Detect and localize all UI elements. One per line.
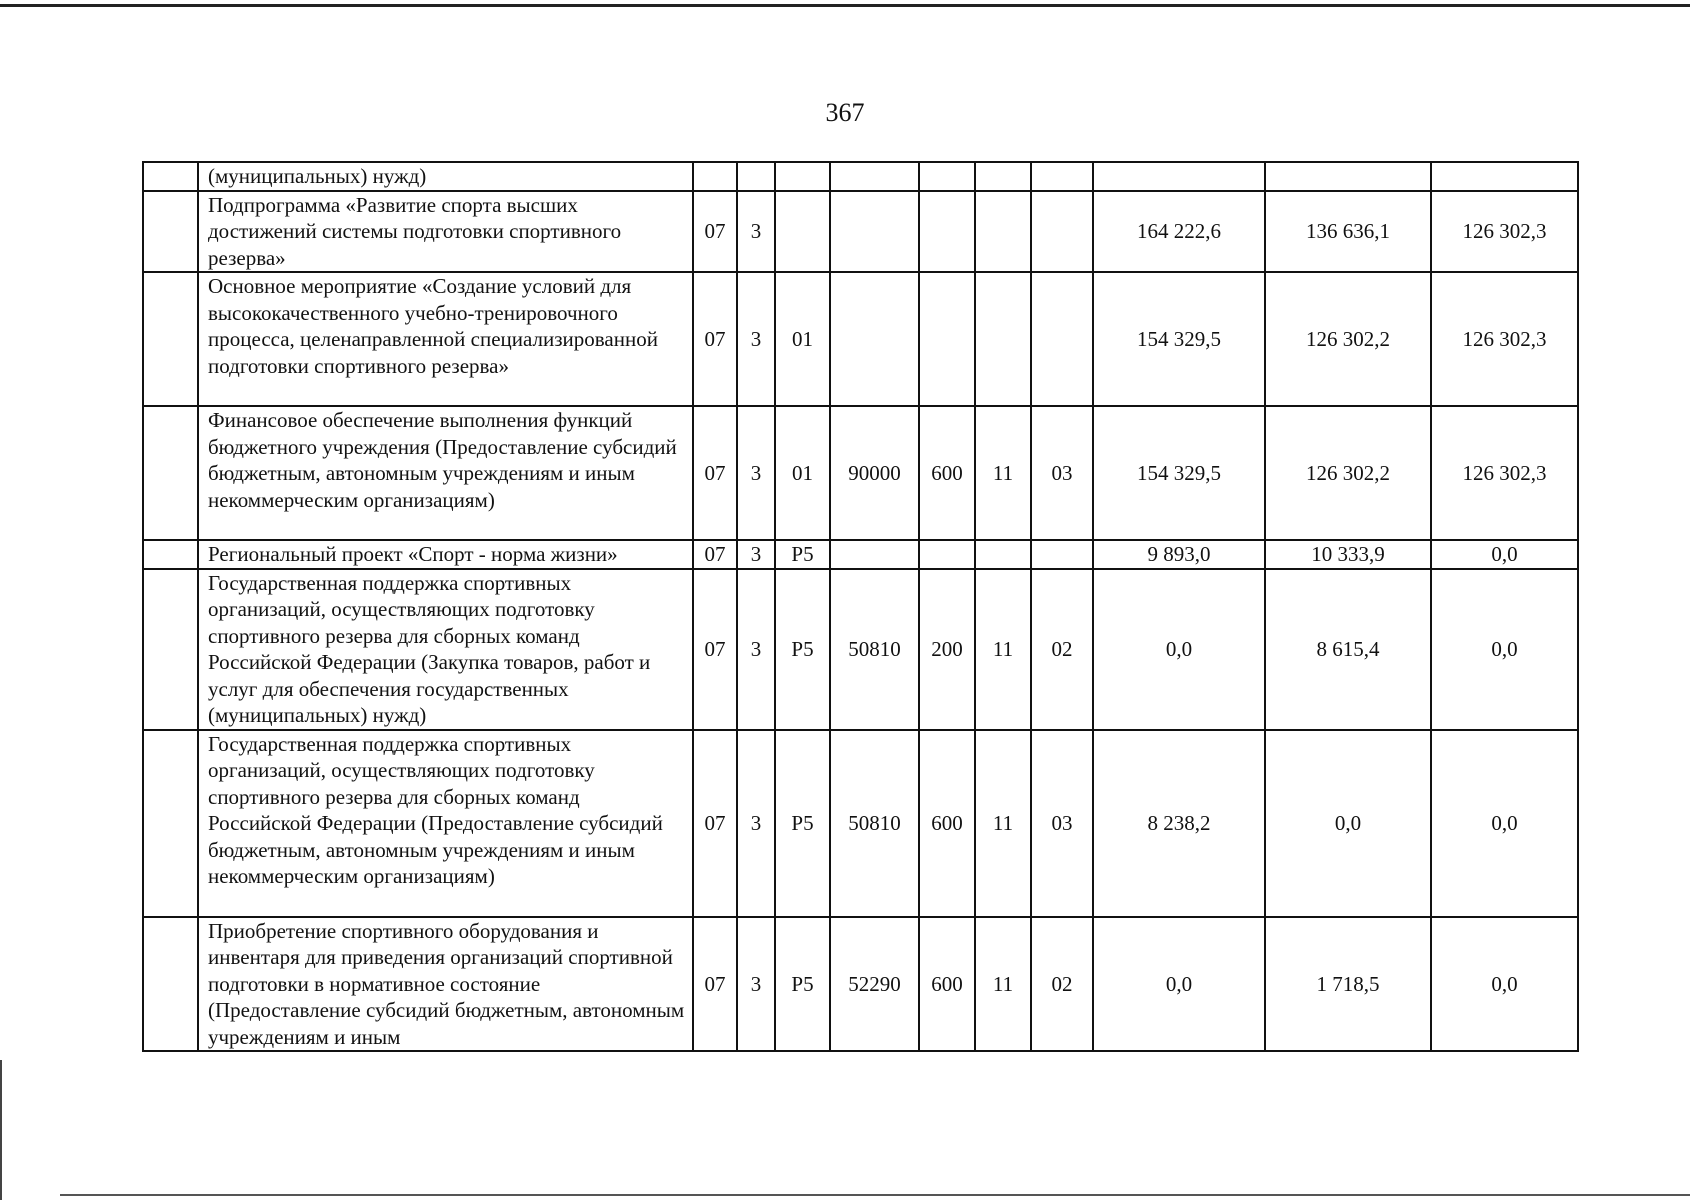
amount-year-3-cell: 0,0: [1431, 569, 1578, 730]
scan-bottom-border: [60, 1194, 1690, 1196]
amount-year-2-cell: 0,0: [1265, 730, 1431, 917]
subsection-code-cell: 3: [737, 540, 775, 569]
amount-year-1-cell: 154 329,5: [1093, 406, 1265, 540]
target-code-number-cell: [830, 191, 919, 273]
expense-type-cell: 600: [919, 730, 975, 917]
target-code-number-cell: 52290: [830, 917, 919, 1052]
subsection-cell: [1031, 162, 1093, 191]
description-cell: Приобретение спортивного оборудования и инвентаря для приведения организаций спортивной подготовки в нормативное состояние (Предоставление субсидий бюджетным, автономным учреждениям и иным: [198, 917, 693, 1052]
subsection-cell: 02: [1031, 917, 1093, 1052]
expense-type-cell: [919, 540, 975, 569]
target-code-part-cell: [775, 162, 830, 191]
row-number-cell: [143, 730, 198, 917]
amount-year-2-cell: 136 636,1: [1265, 191, 1431, 273]
amount-year-3-cell: 126 302,3: [1431, 191, 1578, 273]
row-number-cell: [143, 406, 198, 540]
subsection-code-cell: 3: [737, 917, 775, 1052]
expense-type-cell: 600: [919, 406, 975, 540]
scan-left-edge: [0, 1060, 2, 1200]
amount-year-1-cell: 0,0: [1093, 917, 1265, 1052]
section-cell: 11: [975, 406, 1031, 540]
amount-year-1-cell: 9 893,0: [1093, 540, 1265, 569]
target-code-number-cell: [830, 272, 919, 406]
description-cell: Основное мероприятие «Создание условий для высококачественного учебно-тренировочного процесса, целенаправленной специализированной подготовки спортивного резерва»: [198, 272, 693, 406]
amount-year-3-cell: 0,0: [1431, 917, 1578, 1052]
subsection-code-cell: 3: [737, 569, 775, 730]
subsection-cell: [1031, 540, 1093, 569]
amount-year-3-cell: [1431, 162, 1578, 191]
expense-type-cell: 200: [919, 569, 975, 730]
section-cell: 11: [975, 569, 1031, 730]
budget-table: [142, 161, 1579, 1052]
description-cell: (муниципальных) нужд): [198, 162, 693, 191]
target-code-number-cell: [830, 540, 919, 569]
row-number-cell: [143, 162, 198, 191]
amount-year-1-cell: 154 329,5: [1093, 272, 1265, 406]
section-cell: [975, 191, 1031, 273]
table-row: [143, 272, 1578, 406]
section-cell: 11: [975, 917, 1031, 1052]
target-code-part-cell: 01: [775, 272, 830, 406]
amount-year-3-cell: 126 302,3: [1431, 272, 1578, 406]
scan-top-border: [0, 4, 1690, 7]
amount-year-1-cell: 8 238,2: [1093, 730, 1265, 917]
row-number-cell: [143, 191, 198, 273]
expense-type-cell: [919, 191, 975, 273]
target-code-number-cell: 90000: [830, 406, 919, 540]
section-code-cell: 07: [693, 406, 737, 540]
row-number-cell: [143, 569, 198, 730]
page-number: 367: [825, 98, 865, 127]
expense-type-cell: 600: [919, 917, 975, 1052]
section-code-cell: [693, 162, 737, 191]
subsection-code-cell: 3: [737, 730, 775, 917]
amount-year-2-cell: 126 302,2: [1265, 272, 1431, 406]
amount-year-1-cell: [1093, 162, 1265, 191]
table-row: [143, 406, 1578, 540]
target-code-number-cell: 50810: [830, 569, 919, 730]
section-cell: [975, 272, 1031, 406]
target-code-number-cell: [830, 162, 919, 191]
amount-year-3-cell: 0,0: [1431, 730, 1578, 917]
target-code-part-cell: P5: [775, 569, 830, 730]
section-cell: [975, 162, 1031, 191]
section-code-cell: 07: [693, 917, 737, 1052]
section-code-cell: 07: [693, 730, 737, 917]
amount-year-2-cell: 8 615,4: [1265, 569, 1431, 730]
subsection-cell: 02: [1031, 569, 1093, 730]
amount-year-2-cell: 10 333,9: [1265, 540, 1431, 569]
target-code-part-cell: [775, 191, 830, 273]
target-code-part-cell: P5: [775, 540, 830, 569]
description-cell: Подпрограмма «Развитие спорта высших достижений системы подготовки спортивного резерва»: [198, 191, 693, 273]
row-number-cell: [143, 272, 198, 406]
target-code-part-cell: P5: [775, 917, 830, 1052]
table-row: [143, 730, 1578, 917]
amount-year-1-cell: 0,0: [1093, 569, 1265, 730]
subsection-cell: 03: [1031, 406, 1093, 540]
amount-year-3-cell: 126 302,3: [1431, 406, 1578, 540]
table-row: [143, 917, 1578, 1052]
section-code-cell: 07: [693, 191, 737, 273]
subsection-code-cell: 3: [737, 191, 775, 273]
amount-year-3-cell: 0,0: [1431, 540, 1578, 569]
section-cell: [975, 540, 1031, 569]
subsection-code-cell: [737, 162, 775, 191]
amount-year-2-cell: 126 302,2: [1265, 406, 1431, 540]
subsection-code-cell: 3: [737, 406, 775, 540]
subsection-cell: 03: [1031, 730, 1093, 917]
target-code-number-cell: 50810: [830, 730, 919, 917]
section-code-cell: 07: [693, 569, 737, 730]
section-cell: 11: [975, 730, 1031, 917]
table-row: [143, 540, 1578, 569]
expense-type-cell: [919, 162, 975, 191]
expense-type-cell: [919, 272, 975, 406]
row-number-cell: [143, 540, 198, 569]
row-number-cell: [143, 917, 198, 1052]
description-cell: Региональный проект «Спорт - норма жизни»: [198, 540, 693, 569]
section-code-cell: 07: [693, 540, 737, 569]
description-cell: Государственная поддержка спортивных организаций, осуществляющих подготовку спортивного резерва для сборных команд Российской Федерации (Предоставление субсидий бюджетным, автономным учреждениям и иным некоммерческим организациям): [198, 730, 693, 917]
target-code-part-cell: 01: [775, 406, 830, 540]
subsection-cell: [1031, 272, 1093, 406]
subsection-code-cell: 3: [737, 272, 775, 406]
description-cell: Государственная поддержка спортивных организаций, осуществляющих подготовку спортивного резерва для сборных команд Российской Федерации (Закупка товаров, работ и услуг для обеспечения государственных (муниципальных) нужд): [198, 569, 693, 730]
amount-year-1-cell: 164 222,6: [1093, 191, 1265, 273]
amount-year-2-cell: [1265, 162, 1431, 191]
amount-year-2-cell: 1 718,5: [1265, 917, 1431, 1052]
table-row: [143, 162, 1578, 191]
table-row: [143, 191, 1578, 273]
table-row: [143, 569, 1578, 730]
target-code-part-cell: P5: [775, 730, 830, 917]
description-cell: Финансовое обеспечение выполнения функций бюджетного учреждения (Предоставление субсидий бюджетным, автономным учреждениям и иным некоммерческим организациям): [198, 406, 693, 540]
subsection-cell: [1031, 191, 1093, 273]
section-code-cell: 07: [693, 272, 737, 406]
